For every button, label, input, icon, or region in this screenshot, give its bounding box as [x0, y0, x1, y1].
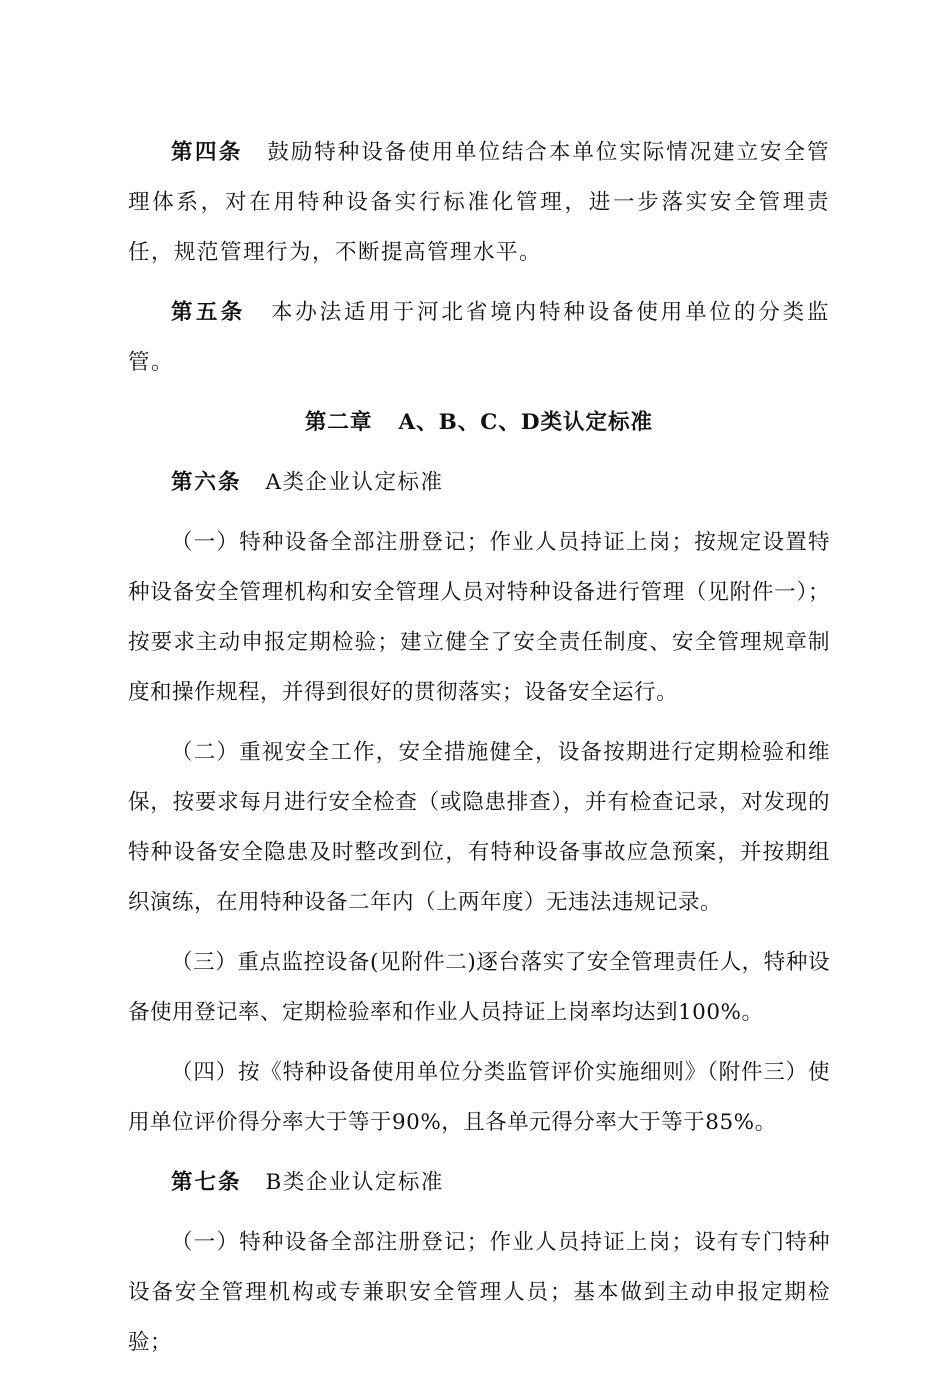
article-5-text: 本办法适用于河北省境内特种设备使用单位的分类监管。	[128, 300, 830, 375]
article-4-label: 第四条	[171, 140, 243, 165]
article-6	[128, 458, 830, 508]
article-4-text: 鼓励特种设备使用单位结合本单位实际情况建立安全管理体系，对在用特种设备实行标准化管理，进一步落实安全管理责任，规范管理行为，不断提高管理水平。	[128, 140, 830, 265]
article-5-label: 第五条	[171, 300, 246, 325]
article-6-item-1: （一）特种设备全部注册登记；作业人员持证上岗；按规定设置特种设备安全管理机构和安全管理人员对特种设备进行管理（见附件一）；按要求主动申报定期检验；建立健全了安全责任制度、安全管理规章制度和操作规程，并得到很好的贯彻落实；设备安全运行。	[128, 530, 830, 705]
article-7-item-1: （一）特种设备全部注册登记；作业人员持证上岗；设有专门特种设备安全管理机构或专兼职安全管理人员；基本做到主动申报定期检验；	[128, 1230, 830, 1355]
chapter-2-title: A、B、C、D类认定标准	[398, 410, 654, 435]
article-7-label: 第七条	[171, 1170, 242, 1195]
article-6-item-2: （二）重视安全工作，安全措施健全，设备按期进行定期检验和维保，按要求每月进行安全检查（或隐患排查），并有检查记录，对发现的特种设备安全隐患及时整改到位，有特种设备事故应急预案，并按期组织演练，在用特种设备二年内（上两年度）无违法违规记录。	[128, 740, 830, 915]
article-4	[128, 128, 830, 278]
article-7-text: B类企业认定标准	[265, 1170, 444, 1195]
article-5	[128, 288, 830, 388]
chapter-2-label: 第二章	[304, 410, 373, 435]
article-7	[128, 1158, 830, 1208]
chapter-2-heading	[128, 398, 830, 448]
article-6-label: 第六条	[171, 470, 242, 495]
article-6-text: A类企业认定标准	[265, 470, 444, 495]
article-6-item-3: （三）重点监控设备(见附件二)逐台落实了安全管理责任人，特种设备使用登记率、定期检验率和作业人员持证上岗率均达到100%。	[128, 950, 830, 1025]
document-page	[128, 128, 830, 1378]
article-6-item-4: （四）按《特种设备使用单位分类监管评价实施细则》（附件三）使用单位评价得分率大于等于90%，且各单元得分率大于等于85%。	[128, 1060, 830, 1135]
